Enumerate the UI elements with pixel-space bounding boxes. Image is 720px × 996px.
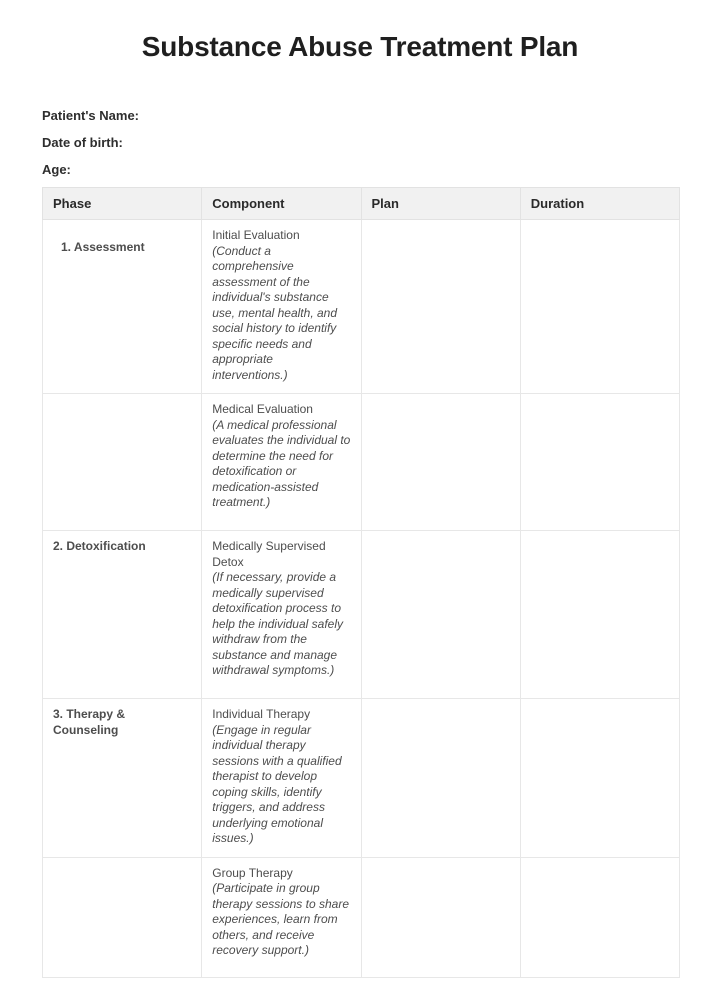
table-row bbox=[43, 857, 680, 977]
phase-label: 3. Therapy & Counseling bbox=[53, 707, 126, 737]
column-header-component: Component bbox=[202, 188, 361, 220]
duration-cell bbox=[520, 699, 679, 858]
date-of-birth-label: Date of birth: bbox=[42, 135, 123, 150]
component-note: (Participate in group therapy sessions to share experiences, learn from others, and receive recovery support.) bbox=[212, 881, 349, 957]
phase-label: 1. Assessment bbox=[61, 240, 145, 254]
component-note: (Conduct a comprehensive assessment of the individual's substance use, mental health, and social history to identify specific needs and appropriate interventions.) bbox=[212, 243, 338, 382]
column-header-phase: Phase bbox=[43, 188, 202, 220]
component-note: (If necessary, provide a medically supervised detoxification process to help the individual safely withdraw from the substance and manage withdrawal symptoms.) bbox=[212, 570, 344, 677]
table-row bbox=[43, 220, 680, 394]
table-header-row bbox=[43, 188, 680, 220]
duration-cell bbox=[520, 394, 679, 531]
page-title: Substance Abuse Treatment Plan bbox=[141, 31, 579, 62]
component-cell bbox=[202, 220, 361, 394]
column-header-plan: Plan bbox=[361, 188, 520, 220]
component-title: Group Therapy bbox=[212, 865, 293, 880]
component-note: (Engage in regular individual therapy sessions with a qualified therapist to develop coping skills, identify triggers, and address underlying emotional issues.) bbox=[212, 722, 342, 845]
component-title: Medical Evaluation bbox=[212, 402, 313, 416]
phase-label: 2. Detoxification bbox=[53, 539, 146, 553]
component-cell bbox=[202, 857, 361, 977]
phase-cell bbox=[43, 857, 202, 977]
table-row bbox=[43, 394, 680, 531]
table-row bbox=[43, 699, 680, 858]
column-header-duration: Duration bbox=[520, 188, 679, 220]
component-title: Individual Therapy bbox=[212, 707, 311, 721]
table-row bbox=[43, 531, 680, 699]
patient-name-label: Patient's Name: bbox=[42, 108, 140, 123]
plan-cell bbox=[361, 857, 520, 977]
component-title: Initial Evaluation bbox=[212, 228, 300, 242]
phase-cell bbox=[43, 699, 202, 858]
plan-cell bbox=[361, 220, 520, 394]
patient-info-section bbox=[42, 109, 720, 177]
component-cell bbox=[202, 699, 361, 858]
plan-cell bbox=[361, 699, 520, 858]
component-cell bbox=[202, 531, 361, 699]
component-note: (A medical professional evaluates the individual to determine the need for detoxification or medication-assisted treatment.) bbox=[212, 417, 351, 509]
age-label: Age: bbox=[42, 162, 71, 177]
component-title: Medically Supervised Detox bbox=[212, 539, 326, 569]
plan-cell bbox=[361, 394, 520, 531]
duration-cell bbox=[520, 857, 679, 977]
treatment-plan-table bbox=[42, 187, 680, 978]
phase-cell bbox=[43, 220, 202, 394]
duration-cell bbox=[520, 220, 679, 394]
plan-cell bbox=[361, 531, 520, 699]
phase-cell bbox=[43, 531, 202, 699]
phase-cell bbox=[43, 394, 202, 531]
duration-cell bbox=[520, 531, 679, 699]
component-cell bbox=[202, 394, 361, 531]
